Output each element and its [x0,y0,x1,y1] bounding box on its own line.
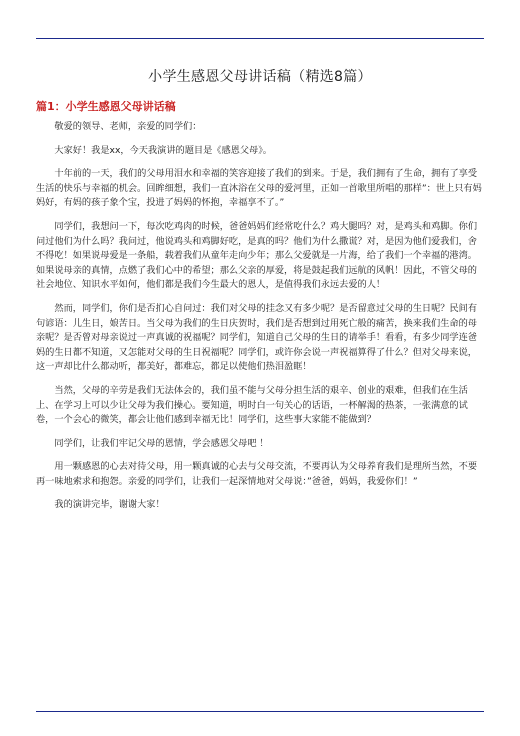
footer-rule [36,711,484,712]
paragraph: 用一颗感恩的心去对待父母，用一颗真诚的心去与父母交流，不要再认为父母养育我们是理所当然，不要再一味地索求和抱怨。亲爱的同学们，让我们一起深情地对父母说：”爸爸，妈妈，我爱你们！” [36,461,478,487]
paragraph-salutation: 敬爱的领导、老师，亲爱的同学们： [54,121,202,132]
paragraph-greeting: 大家好！我是xx，今天我演讲的题目是《感恩父母》。 [54,144,272,156]
paragraph: 然而，同学们，你们是否扪心自问过：我们对父母的挂念又有多少呢？是否留意过父母的生日呢？民间有句谚语：儿生日，娘苦日。当父母为我们的生日庆贺时，我们是否想到过用死亡般的痛苦，换来我们生命的母亲呢？是否曾对母亲说过一声真诚的祝福呢？同学们，知道自己父母的生日的请举手！看看，有多少同学连爸妈的生日都不知道，又怎能对父母的生日祝福呢？同学们，或许你会说一声祝福算得了什么？但对父母来说，这一声却比什么都动听，都美好，都难忘，都足以使他们热泪盈眶！ [36,302,478,373]
section-heading: 篇1：小学生感恩父母讲话稿 [36,100,176,113]
paragraph-closing: 我的演讲完毕，谢谢大家！ [54,499,165,511]
paragraph: 同学们，我想问一下，每次吃鸡肉的时候，爸爸妈妈们经常吃什么？鸡大腿吗？对，是鸡头和鸡脚。你们问过他们为什么吗？我问过，他说鸡头和鸡脚好吃，是真的吗？他们为什么撒谎？对，是因为他们爱我们，舍不得吃！如果说母爱是一条船，载着我们从童年走向少年；那么父爱就是一片海，给了我们一个幸福的港湾。如果说母亲的真情，点燃了我们心中的希望；那么父亲的厚爱，将是鼓起我们远航的风帆！因此，不管父母的社会地位、知识水平如何，他们都是我们今生最大的恩人，是值得我们永远去爱的人！ [36,220,478,291]
paragraph: 同学们，让我们牢记父母的恩情，学会感恩父母吧 ！ [54,437,269,449]
header-rule [36,38,484,39]
document-title: 小学生感恩父母讲话稿（精选8篇） [148,69,372,85]
paragraph: 十年前的一天，我们的父母用泪水和幸福的笑容迎接了我们的到来。于是，我们拥有了生命，拥有了享受生活的快乐与幸福的机会。回眸细想，我们一直沐浴在父母的爱河里，正如一首歌里所唱的那样”：世上只有妈妈好，有妈的孩子象个宝，投进了妈妈的怀抱，幸福享不了。” [36,168,482,209]
paragraph: 当然，父母的辛劳是我们无法体会的，我们虽不能与父母分担生活的艰辛、创业的艰难，但我们在生活上、在学习上可以少让父母为我们操心。要知道，明时白一句关心的话语，一杯解渴的热茶，一张满意的试卷，一个会心的微笑，都会让他们感到幸福无比！同学们，这些事大家能不能做到？ [36,384,468,426]
speech-body [36,120,484,522]
